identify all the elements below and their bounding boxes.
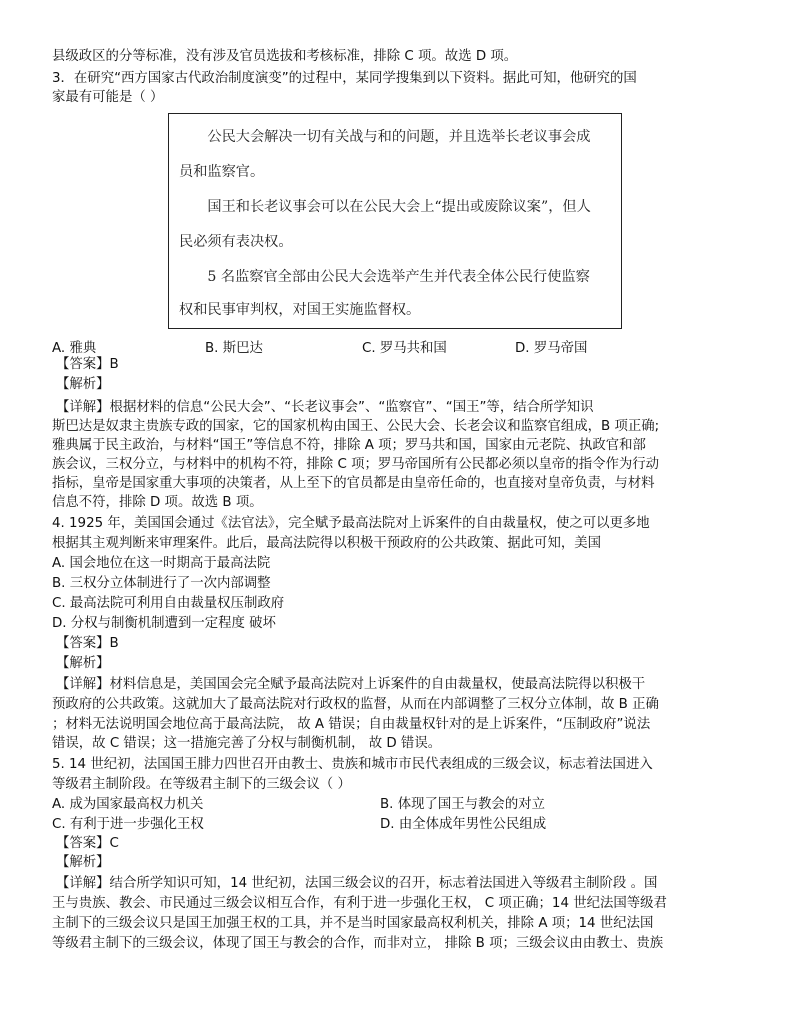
q3-analysis-label: 【解析】 — [56, 377, 110, 392]
q4-answer: 【答案】B — [56, 636, 119, 651]
q3-option-d: D. 罗马帝国 — [515, 341, 588, 356]
q3-stem-line-2: 家最有可能是（ ） — [52, 90, 164, 105]
q2-analysis-tail: 县级政区的分等标准，没有涉及官员选拔和考核标准，排除 C 项。故选 D 项。 — [52, 49, 518, 64]
q4-detail-line: 错误，故 C 错误；这一措施完善了分权与制衡机制， 故 D 错误。 — [52, 736, 442, 751]
q4-detail-line: ；材料无法说明国会地位高于最高法院， 故 A 错误；自由裁量权针对的是上诉案件，“压制政府”说法 — [52, 717, 651, 732]
q3-option-c: C. 罗马共和国 — [362, 341, 447, 356]
q3-detail-line: 【详解】根据材料的信息“公民大会”、“长老议事会”、“监察官”、“国王”等，结合所学知识 — [56, 400, 594, 415]
q3-stem-line-1: 3．在研究“西方国家古代政治制度演变”的过程中，某同学搜集到以下资料。据此可知，他研究的国 — [52, 71, 637, 86]
material-line: 民必须有表决权。 — [179, 234, 293, 250]
q3-option-a: A. 雅典 — [52, 341, 97, 356]
q3-option-b: B. 斯巴达 — [205, 341, 263, 356]
q3-detail-line: 雅典属于民主政治，与材料“国王”等信息不符，排除 A 项；罗马共和国，国家由元老院、执政官和部 — [52, 438, 646, 453]
q5-analysis-label: 【解析】 — [56, 855, 110, 870]
q4-detail-line: 【详解】材料信息是，美国国会完全赋予最高法院对上诉案件的自由裁量权，使最高法院得以积极干 — [56, 677, 646, 692]
q4-stem-line-1: 4. 1925 年，美国国会通过《法官法》，完全赋予最高法院对上诉案件的自由裁量权，使之可以更多地 — [52, 516, 650, 531]
q5-option-b: B. 体现了国王与教会的对立 — [380, 797, 545, 812]
q4-analysis-label: 【解析】 — [56, 656, 110, 671]
q4-option-c: C. 最高法院可利用自由裁量权压制政府 — [52, 596, 285, 611]
material-line: 公民大会解决一切有关战与和的问题，并且选举长老议事会成 — [179, 129, 591, 145]
q4-option-a: A. 国会地位在这一时期高于最高法院 — [52, 556, 271, 571]
material-line: 5 名监察官全部由公民大会选举产生并代表全体公民行使监察 — [179, 269, 590, 285]
q3-material-box — [168, 113, 622, 329]
q5-detail-line: 主制下的三级会议只是国王加强王权的工具，并不是当时国家最高权利机关，排除 A 项；14 世纪法国 — [52, 916, 654, 931]
q3-answer: 【答案】B — [56, 357, 119, 372]
q3-detail-line: 信息不符，排除 D 项。故选 B 项。 — [52, 495, 263, 510]
material-line: 权和民事审判权，对国王实施监督权。 — [179, 302, 421, 318]
q5-stem-line-2: 等级君主制阶段。在等级君主制下的三级会议（ ） — [52, 777, 351, 792]
q5-detail-line: 【详解】结合所学知识可知，14 世纪初，法国三级会议的召开，标志着法国进入等级君主制阶段 。国 — [56, 876, 658, 891]
q5-detail-line: 等级君主制下的三级会议，体现了国王与教会的合作，而非对立， 排除 B 项；三级会议由由教士、贵族 — [52, 936, 664, 951]
q5-option-c: C. 有利于进一步强化王权 — [52, 817, 204, 832]
q4-option-b: B. 三权分立体制进行了一次内部调整 — [52, 576, 271, 591]
q5-detail-line: 王与贵族、教会、市民通过三级会议相互合作，有利于进一步强化王权， C 项正确；14 世纪法国等级君 — [52, 896, 667, 911]
q4-option-d: D. 分权与制衡机制遭到一定程度 破坏 — [52, 616, 276, 631]
q3-detail-line: 族会议，三权分立，与材料中的机构不符，排除 C 项；罗马帝国所有公民都必须以皇帝的指令作为行动 — [52, 457, 660, 472]
q4-stem-line-2: 根据其主观判断来审理案件。此后，最高法院得以积极干预政府的公共政策、据此可知，美国 — [52, 536, 602, 551]
material-line: 员和监察官。 — [179, 164, 265, 180]
q3-detail-line: 斯巴达是奴隶主贵族专政的国家，它的国家机构由国王、公民大会、长老会议和监察官组成，B 项正确; — [52, 419, 660, 434]
material-line: 国王和长老议事会可以在公民大会上“提出或废除议案”，但人 — [179, 199, 591, 215]
q5-answer: 【答案】C — [56, 836, 119, 851]
q3-detail-line: 指标，皇帝是国家重大事项的决策者，从上至下的官员都是由皇帝任命的，也直接对皇帝负责，与材料 — [52, 476, 655, 491]
q4-detail-line: 预政府的公共政策。这就加大了最高法院对行政权的监督，从而在内部调整了三权分立体制，故 B 正确 — [52, 697, 659, 712]
q5-option-a: A. 成为国家最高权力机关 — [52, 797, 204, 812]
q5-option-d: D. 由全体成年男性公民组成 — [380, 817, 547, 832]
q5-stem-line-1: 5. 14 世纪初，法国国王腓力四世召开由教士、贵族和城市市民代表组成的三级会议，标志着法国进入 — [52, 757, 653, 772]
